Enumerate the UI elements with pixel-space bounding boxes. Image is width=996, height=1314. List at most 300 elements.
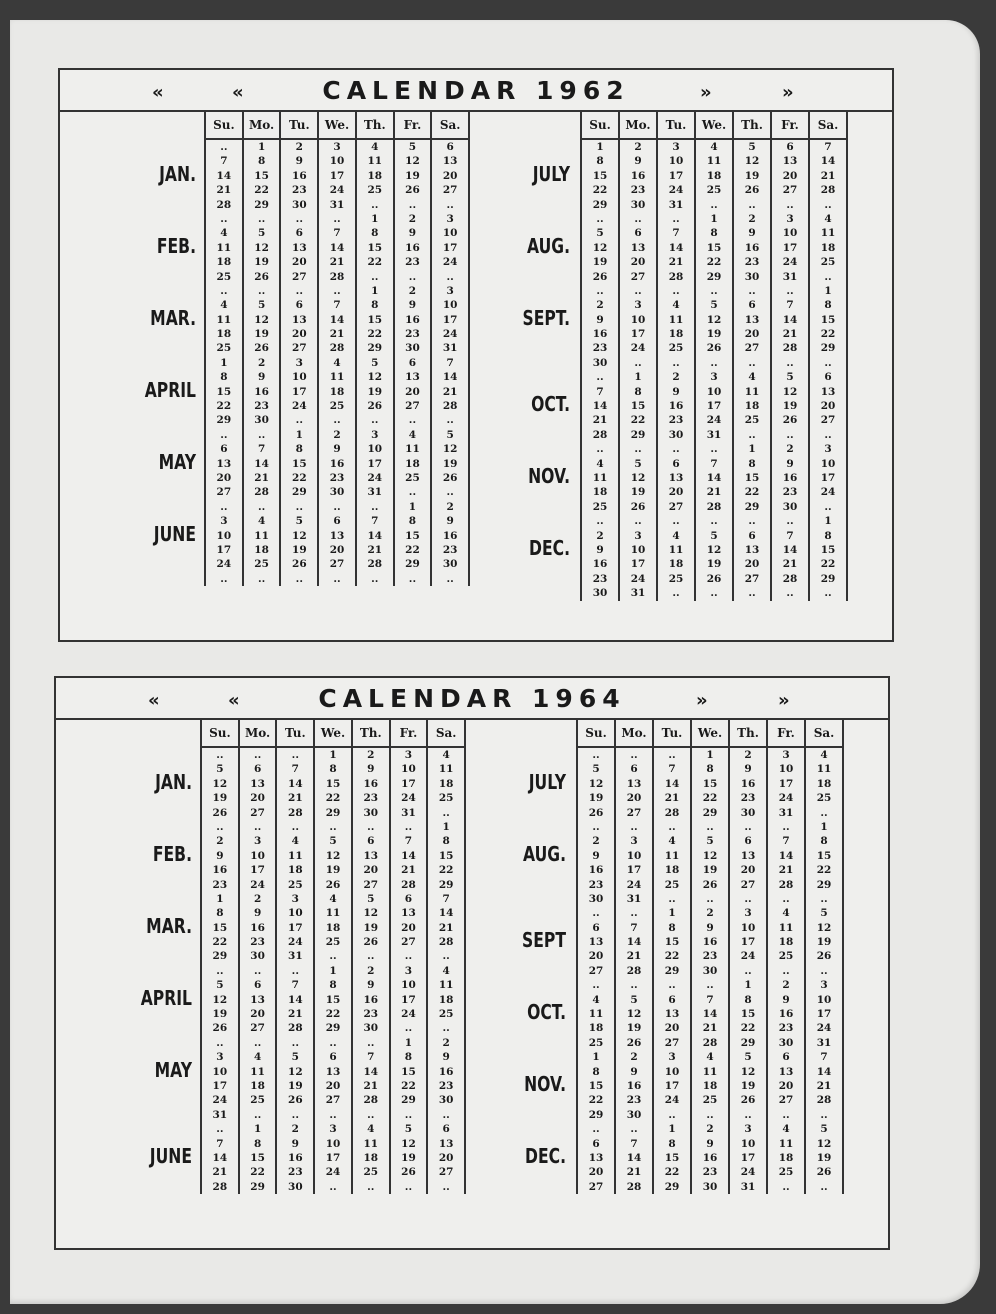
day-number: .. — [291, 820, 299, 833]
second-half-year — [474, 112, 890, 632]
weekday-column — [615, 747, 653, 1194]
day-number: .. — [786, 356, 794, 369]
day-number: 4 — [824, 212, 832, 225]
day-number: 2 — [744, 749, 752, 761]
day-number: .. — [257, 500, 266, 513]
day-number: .. — [367, 950, 375, 963]
day-number: 9 — [367, 979, 375, 992]
month-day-column — [202, 892, 238, 964]
day-number: 4 — [329, 892, 337, 905]
day-number: 1 — [706, 749, 714, 761]
day-number: 19 — [782, 400, 798, 413]
day-number: .. — [333, 212, 341, 225]
day-number: 28 — [367, 558, 383, 571]
day-number: 30 — [740, 806, 756, 819]
day-number: 18 — [816, 777, 832, 790]
day-number: 17 — [288, 921, 303, 934]
day-number: 14 — [367, 529, 383, 542]
day-number: 25 — [288, 878, 303, 891]
month-day-column — [319, 500, 355, 586]
day-number: 8 — [442, 835, 450, 848]
day-number: 25 — [254, 558, 269, 571]
day-number: 3 — [634, 529, 642, 542]
weekday-header: Tu. — [657, 112, 695, 139]
day-number: 17 — [630, 558, 646, 571]
day-number: 9 — [592, 849, 600, 862]
day-number: .. — [672, 515, 680, 528]
day-number: .. — [295, 572, 303, 585]
day-number: 21 — [216, 184, 232, 197]
day-number: 17 — [442, 313, 458, 326]
day-number: 22 — [706, 256, 722, 269]
month-day-column — [391, 820, 427, 892]
day-number: 14 — [702, 1008, 718, 1021]
day-number: 27 — [329, 558, 345, 571]
day-number: .. — [786, 428, 794, 441]
month-day-column — [616, 748, 652, 820]
day-number: 11 — [668, 543, 684, 556]
month-day-column — [353, 1122, 389, 1194]
month-day-column — [616, 820, 652, 906]
month-day-column — [353, 820, 389, 892]
day-number: .. — [668, 1108, 676, 1121]
day-number: 29 — [367, 342, 383, 355]
day-number: 8 — [706, 763, 714, 776]
day-number: 3 — [253, 835, 262, 848]
day-number: 9 — [253, 907, 262, 920]
day-number: 12 — [816, 1137, 832, 1150]
month-day-column — [582, 140, 618, 212]
calendar-header — [56, 678, 888, 720]
day-number: 17 — [630, 328, 646, 341]
day-number: 23 — [592, 572, 608, 585]
day-number: 30 — [778, 1036, 794, 1049]
day-number: 26 — [706, 342, 722, 355]
day-number: 28 — [363, 1094, 379, 1107]
day-number: .. — [257, 428, 266, 441]
day-number: 8 — [634, 385, 642, 398]
first-half-year — [60, 112, 470, 632]
weekday-column — [394, 139, 432, 586]
month-day-column — [315, 964, 351, 1036]
day-number: 23 — [782, 486, 798, 499]
day-number: 23 — [442, 543, 458, 556]
day-number: 1 — [824, 284, 832, 297]
month-day-column — [206, 500, 242, 586]
day-number: 18 — [438, 777, 454, 790]
day-number: 18 — [405, 457, 420, 470]
day-number: .. — [596, 443, 604, 456]
day-number: .. — [824, 587, 832, 600]
day-number: 5 — [710, 299, 718, 312]
day-number: 5 — [630, 993, 638, 1006]
day-number: .. — [820, 806, 828, 819]
day-number: .. — [220, 500, 228, 513]
month-day-column — [692, 906, 728, 978]
day-number: 25 — [778, 1166, 794, 1179]
month-day-column — [244, 356, 280, 428]
day-number: 18 — [706, 169, 722, 182]
day-number: .. — [442, 950, 450, 963]
day-number: 23 — [363, 1008, 379, 1021]
day-number: 20 — [438, 1151, 454, 1164]
day-number: 26 — [363, 936, 379, 949]
day-number: 22 — [592, 184, 608, 197]
day-number: 11 — [254, 529, 269, 542]
day-number: 30 — [250, 950, 265, 963]
day-number: 19 — [363, 921, 379, 934]
day-number: 11 — [702, 1065, 718, 1078]
day-number: 16 — [405, 241, 420, 254]
day-number: 28 — [401, 878, 416, 891]
day-number: 26 — [702, 878, 718, 891]
day-number: 13 — [292, 313, 307, 326]
day-number: 14 — [216, 169, 232, 182]
day-number: 21 — [401, 864, 416, 877]
month-day-column — [810, 442, 846, 514]
day-number: 14 — [254, 457, 269, 470]
day-number: 20 — [588, 1166, 604, 1179]
day-number: 8 — [253, 1137, 262, 1150]
day-number: 7 — [442, 892, 450, 905]
day-number: .. — [442, 1108, 450, 1121]
month-day-column — [806, 1122, 842, 1194]
day-number: 22 — [744, 486, 760, 499]
day-number: .. — [748, 428, 756, 441]
day-number: .. — [748, 587, 756, 600]
day-number: 27 — [778, 1094, 794, 1107]
day-number: 4 — [668, 835, 676, 848]
day-number: 25 — [438, 792, 454, 805]
day-number: 9 — [596, 543, 604, 556]
day-number: 24 — [778, 792, 794, 805]
month-day-column — [692, 748, 728, 820]
day-number: 15 — [592, 169, 608, 182]
day-number: 22 — [702, 792, 718, 805]
day-number: 19 — [405, 169, 420, 182]
day-number: 3 — [329, 1123, 337, 1136]
day-number: 12 — [744, 155, 760, 168]
month-day-column — [734, 140, 770, 212]
day-number: 25 — [363, 1166, 379, 1179]
month-day-column — [206, 356, 242, 428]
day-number: 14 — [782, 313, 798, 326]
day-number: 29 — [254, 198, 269, 211]
day-number: .. — [408, 414, 417, 427]
day-number: 8 — [329, 763, 337, 776]
month-day-column — [578, 978, 614, 1050]
day-number: .. — [446, 270, 454, 283]
day-number: 12 — [367, 371, 383, 384]
day-number: 23 — [630, 184, 646, 197]
day-number: 5 — [371, 356, 379, 369]
day-number: 26 — [405, 184, 420, 197]
day-number: 13 — [740, 849, 756, 862]
calendar-1962 — [58, 68, 894, 642]
day-number: .. — [672, 356, 680, 369]
day-number: .. — [592, 907, 600, 920]
day-number: 15 — [292, 457, 307, 470]
month-day-column — [616, 1050, 652, 1122]
month-day-column — [281, 428, 317, 500]
day-number: .. — [257, 212, 266, 225]
day-number: .. — [408, 270, 417, 283]
month-label: AUG. — [523, 842, 566, 866]
day-number: 21 — [778, 864, 794, 877]
day-number: 13 — [782, 155, 798, 168]
day-number: 25 — [702, 1094, 718, 1107]
day-number: 28 — [816, 1094, 832, 1107]
day-number: 12 — [254, 313, 269, 326]
day-number: 21 — [363, 1079, 379, 1092]
day-number: 9 — [596, 313, 604, 326]
day-number: 16 — [702, 936, 718, 949]
day-number: .. — [253, 1036, 262, 1049]
day-number: 26 — [288, 1094, 303, 1107]
day-number: .. — [592, 1123, 600, 1136]
day-number: 26 — [744, 184, 760, 197]
month-day-column — [391, 748, 427, 820]
day-number: 14 — [329, 313, 345, 326]
day-number: 7 — [820, 1051, 828, 1064]
day-number: 28 — [254, 486, 269, 499]
day-number: .. — [291, 1036, 299, 1049]
day-number: 4 — [333, 356, 341, 369]
day-number: 24 — [401, 792, 416, 805]
day-number: 11 — [363, 1137, 379, 1150]
day-number: 21 — [438, 921, 454, 934]
month-day-column — [810, 514, 846, 600]
day-number: 5 — [596, 227, 604, 240]
day-number: 16 — [592, 558, 608, 571]
day-number: .. — [710, 356, 718, 369]
day-number: 17 — [442, 241, 458, 254]
day-number: 2 — [253, 892, 262, 905]
month-day-column — [768, 1122, 804, 1194]
day-number: 22 — [664, 1166, 680, 1179]
day-number: .. — [596, 212, 604, 225]
day-number: .. — [672, 284, 680, 297]
day-number: 22 — [820, 558, 836, 571]
month-day-column — [578, 1050, 614, 1122]
day-number: 27 — [250, 1022, 265, 1035]
day-number: 4 — [220, 227, 228, 240]
day-number: 27 — [668, 500, 684, 513]
day-number: 21 — [254, 471, 269, 484]
month-label: FEB. — [156, 234, 196, 258]
day-number: 30 — [442, 558, 458, 571]
day-number: 30 — [363, 1022, 379, 1035]
first-half-year — [56, 720, 466, 1240]
day-number: 8 — [371, 227, 379, 240]
day-number: 15 — [250, 1151, 265, 1164]
day-number: 24 — [216, 558, 232, 571]
day-number: 16 — [668, 400, 684, 413]
day-number: 22 — [250, 1166, 265, 1179]
day-number: 25 — [668, 342, 684, 355]
day-number: 5 — [706, 835, 714, 848]
month-day-column — [696, 284, 732, 370]
day-number: 28 — [442, 400, 458, 413]
month-day-column — [654, 1122, 690, 1194]
day-number: 3 — [216, 1051, 224, 1064]
day-number: .. — [786, 284, 794, 297]
day-number: 18 — [592, 486, 608, 499]
day-number: 1 — [329, 964, 337, 977]
day-number: 19 — [816, 1151, 832, 1164]
day-number: 20 — [363, 864, 379, 877]
month-day-column — [240, 1036, 276, 1122]
month-day-column — [730, 748, 766, 820]
day-number: 22 — [401, 1079, 416, 1092]
day-number: .. — [253, 964, 262, 977]
month-day-column — [244, 284, 280, 356]
month-day-column — [353, 892, 389, 964]
day-number: 28 — [288, 806, 303, 819]
day-number: 26 — [588, 806, 604, 819]
day-number: 12 — [405, 155, 420, 168]
day-number: 20 — [740, 864, 756, 877]
day-number: 4 — [253, 1051, 262, 1064]
day-number: 13 — [626, 777, 642, 790]
month-day-column — [692, 1122, 728, 1194]
day-number: 14 — [329, 241, 345, 254]
day-number: 26 — [254, 342, 269, 355]
day-number: 4 — [706, 1051, 714, 1064]
day-number: 30 — [588, 892, 604, 905]
day-number: 21 — [816, 1079, 832, 1092]
month-day-column — [696, 370, 732, 442]
day-number: 12 — [292, 529, 307, 542]
day-number: .. — [820, 1180, 828, 1193]
day-number: 4 — [257, 515, 266, 528]
month-grid — [576, 720, 844, 1194]
day-number: .. — [744, 892, 752, 905]
day-number: 16 — [250, 921, 265, 934]
day-number: 2 — [295, 141, 303, 153]
day-number: 27 — [630, 270, 646, 283]
day-number: 24 — [740, 1166, 756, 1179]
day-number: 25 — [438, 1008, 454, 1021]
day-number: 12 — [212, 993, 228, 1006]
month-day-column — [734, 212, 770, 284]
calendar-header — [60, 70, 892, 112]
day-number: 18 — [254, 543, 269, 556]
day-number: 25 — [250, 1094, 265, 1107]
day-number: .. — [367, 1036, 375, 1049]
day-number: .. — [630, 979, 638, 992]
day-number: 13 — [442, 155, 458, 168]
day-number: .. — [744, 820, 752, 833]
weekday-header: Mo. — [243, 112, 281, 139]
day-number: 6 — [446, 141, 454, 153]
month-day-column — [772, 514, 808, 600]
day-number: .. — [295, 212, 303, 225]
day-number: .. — [446, 486, 454, 499]
weekday-header: Fr. — [767, 720, 805, 747]
day-number: 6 — [786, 141, 794, 153]
day-number: 30 — [329, 486, 345, 499]
day-number: 29 — [592, 198, 608, 211]
month-day-column — [202, 964, 238, 1036]
day-number: 19 — [626, 1022, 642, 1035]
day-number: 17 — [740, 1151, 756, 1164]
month-day-column — [202, 820, 238, 892]
day-number: 10 — [367, 443, 383, 456]
day-number: .. — [295, 284, 303, 297]
day-number: .. — [216, 1123, 224, 1136]
day-number: .. — [446, 572, 454, 585]
day-number: 26 — [401, 1166, 416, 1179]
month-day-column — [730, 1122, 766, 1194]
day-number: 3 — [710, 371, 718, 384]
day-number: 25 — [405, 471, 420, 484]
weekday-header: Th. — [733, 112, 771, 139]
day-number: 21 — [706, 486, 722, 499]
month-day-column — [391, 892, 427, 964]
day-number: 6 — [630, 763, 638, 776]
month-day-column — [772, 284, 808, 370]
day-number: 31 — [329, 198, 345, 211]
weekday-column — [427, 747, 465, 1194]
day-number: 5 — [710, 529, 718, 542]
day-number: 4 — [442, 964, 450, 977]
day-number: 27 — [401, 936, 416, 949]
day-number: 8 — [748, 457, 756, 470]
day-number: 3 — [786, 212, 794, 225]
day-number: 27 — [442, 184, 458, 197]
day-number: 10 — [401, 979, 416, 992]
day-number: 9 — [782, 993, 790, 1006]
day-number: 2 — [786, 443, 794, 456]
guillemet-left-icon: « — [232, 82, 244, 103]
day-number: 10 — [442, 299, 458, 312]
day-number: .. — [748, 356, 756, 369]
day-number: 4 — [782, 1123, 790, 1136]
day-number: 21 — [626, 950, 642, 963]
day-number: 1 — [220, 356, 228, 369]
day-number: 19 — [592, 256, 608, 269]
guillemet-left-icon: « — [152, 82, 164, 103]
day-number: 23 — [363, 792, 379, 805]
day-number: 30 — [292, 198, 307, 211]
day-number: 13 — [588, 1151, 604, 1164]
weekday-header: Th. — [356, 112, 394, 139]
day-number: 31 — [212, 1108, 228, 1121]
day-number: 29 — [212, 950, 228, 963]
weekday-column — [729, 747, 767, 1194]
day-number: 23 — [778, 1022, 794, 1035]
month-day-column — [357, 356, 393, 428]
day-number: .. — [710, 515, 718, 528]
day-number: .. — [333, 414, 341, 427]
day-number: 25 — [744, 414, 760, 427]
guillemet-right-icon: » — [778, 690, 790, 711]
day-number: 2 — [672, 371, 680, 384]
day-number: 13 — [744, 313, 760, 326]
day-number: 21 — [702, 1022, 718, 1035]
day-number: 15 — [820, 313, 836, 326]
day-number: 30 — [702, 964, 718, 977]
month-label: AUG. — [527, 234, 570, 258]
day-number: 8 — [329, 979, 337, 992]
day-number: 20 — [216, 471, 232, 484]
day-number: 14 — [626, 1151, 642, 1164]
day-number: 1 — [257, 141, 266, 153]
day-number: 8 — [668, 1137, 676, 1150]
day-number: 5 — [216, 979, 224, 992]
month-day-column — [806, 820, 842, 906]
